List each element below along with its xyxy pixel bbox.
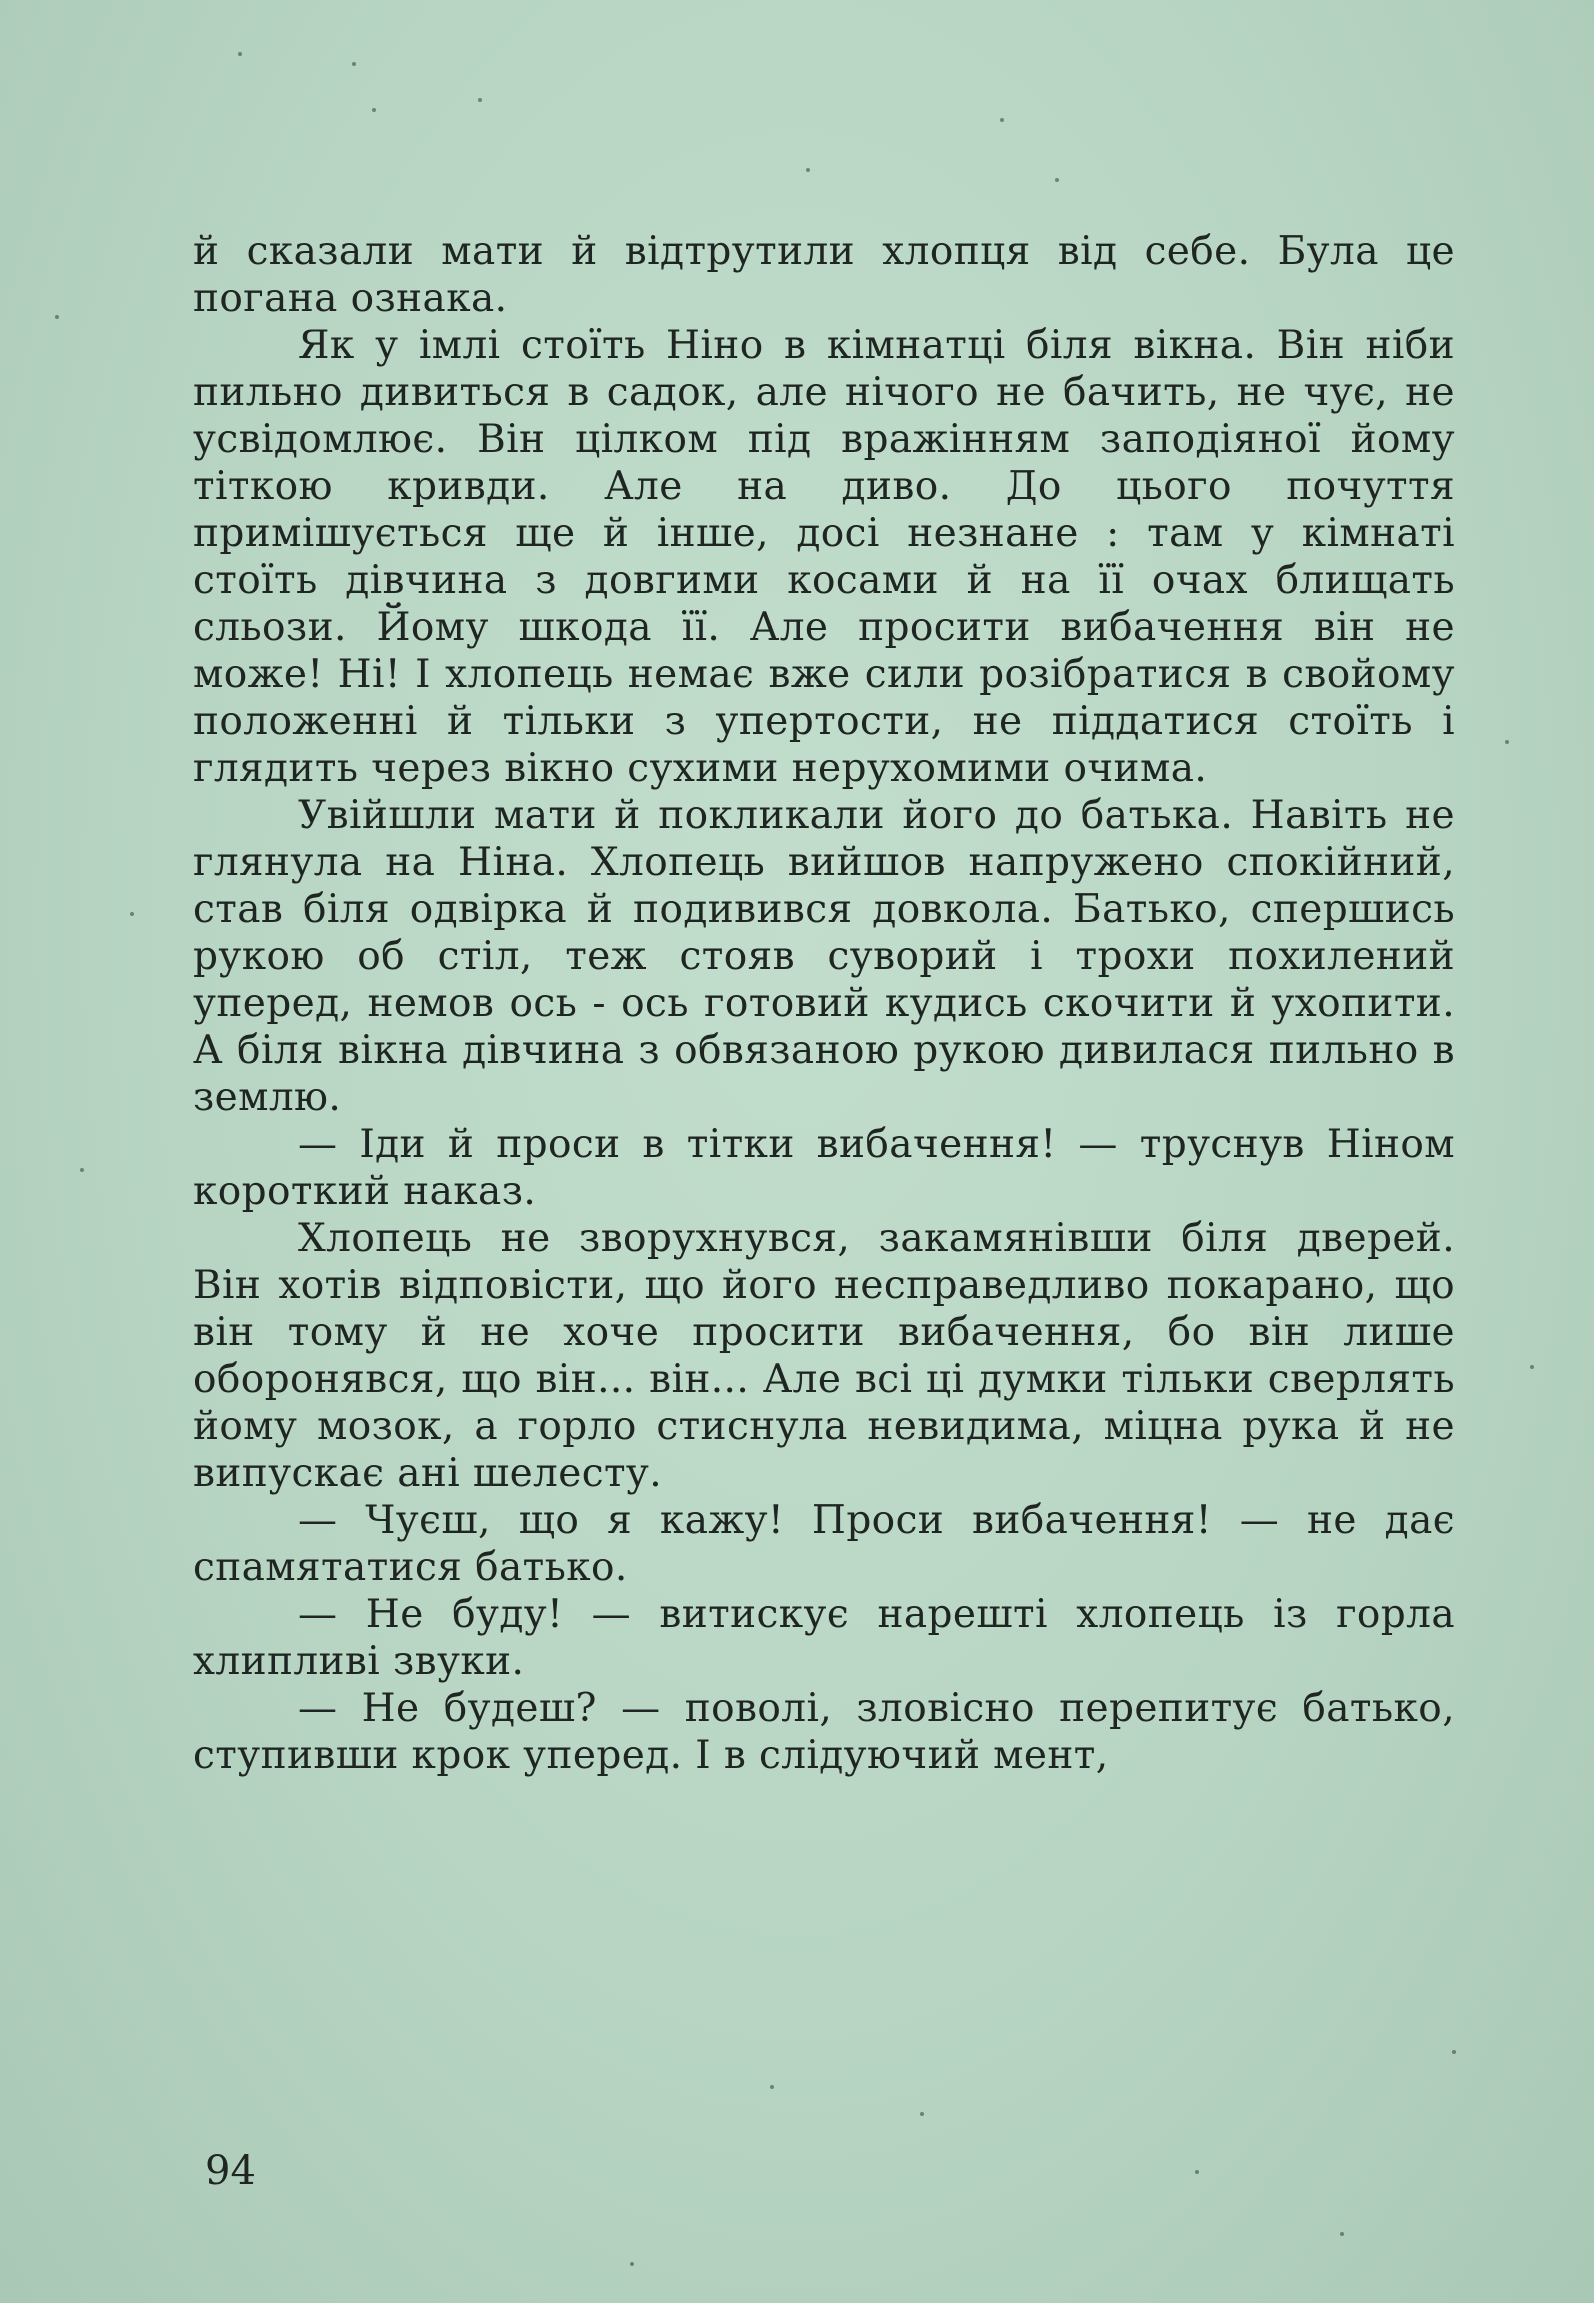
speck	[1452, 2050, 1456, 2054]
page-number: 94	[205, 2148, 256, 2194]
body-text	[193, 228, 1455, 1779]
paragraph: й сказали мати й відтрутили хлопця від себе. Була це погана ознака.	[193, 229, 1455, 321]
speck	[770, 2085, 774, 2089]
paragraph: — Іди й проси в тітки вибачення! — труснув Ніном короткий наказ.	[193, 1122, 1455, 1214]
speck	[1505, 740, 1509, 744]
speck	[1530, 1365, 1534, 1369]
speck	[55, 315, 59, 319]
speck	[806, 168, 810, 172]
paragraph: Хлопець не зворухнувся, закамянівши біля дверей. Він хотів відповісти, що його несправедливо покарано, що він тому й не хоче просити вибачення, бо він лише оборонявся, що він... він... Але всі ці думки тільки сверлять йому мозок, а горло стиснула невидима, міцна рука й не випускає ані шелесту.	[193, 1216, 1455, 1496]
speck	[130, 912, 134, 916]
speck	[352, 62, 356, 66]
speck	[372, 108, 376, 112]
paragraph: — Не будеш? — поволі, зловісно перепитує батько, ступивши крок уперед. І в слідуючий мент,	[193, 1686, 1455, 1778]
speck	[478, 98, 482, 102]
speck	[920, 2112, 924, 2116]
speck	[1340, 2232, 1344, 2236]
speck	[630, 2262, 634, 2266]
speck	[238, 52, 242, 56]
speck	[1000, 118, 1004, 122]
paragraph: — Чуєш, що я кажу! Проси вибачення! — не дає спамятатися батько.	[193, 1498, 1455, 1590]
paragraph: — Не буду! — витискує нарешті хлопець із горла хлипливі звуки.	[193, 1592, 1455, 1684]
paragraph: Як у імлі стоїть Ніно в кімнатці біля вікна. Він ніби пильно дивиться в садок, але нічого не бачить, не чує, не усвідомлює. Він цілком під вражінням заподіяної йому тіткою кривди. Але на диво. До цього почуття примішується ще й інше, досі незнане : там у кімнаті стоїть дівчина з довгими косами й на її очах блищать сльози. Йому шкода її. Але просити вибачення він не може! Ні! І хлопець немає вже сили розібратися в свойому положенні й тільки з упертости, не піддатися стоїть і глядить через вікно сухими нерухомими очима.	[193, 323, 1455, 791]
speck	[80, 1168, 84, 1172]
speck	[1055, 178, 1059, 182]
speck	[1195, 2170, 1199, 2174]
paragraph: Увійшли мати й покликали його до батька. Навіть не глянула на Ніна. Хлопець вийшов напружено спокійний, став біля одвірка й подивився довкола. Батько, спершись рукою об стіл, теж стояв суворий і трохи похилений уперед, немов ось - ось готовий кудись скочити й ухопити. А біля вікна дівчина з обвязаною рукою дивилася пильно в землю.	[193, 793, 1455, 1120]
